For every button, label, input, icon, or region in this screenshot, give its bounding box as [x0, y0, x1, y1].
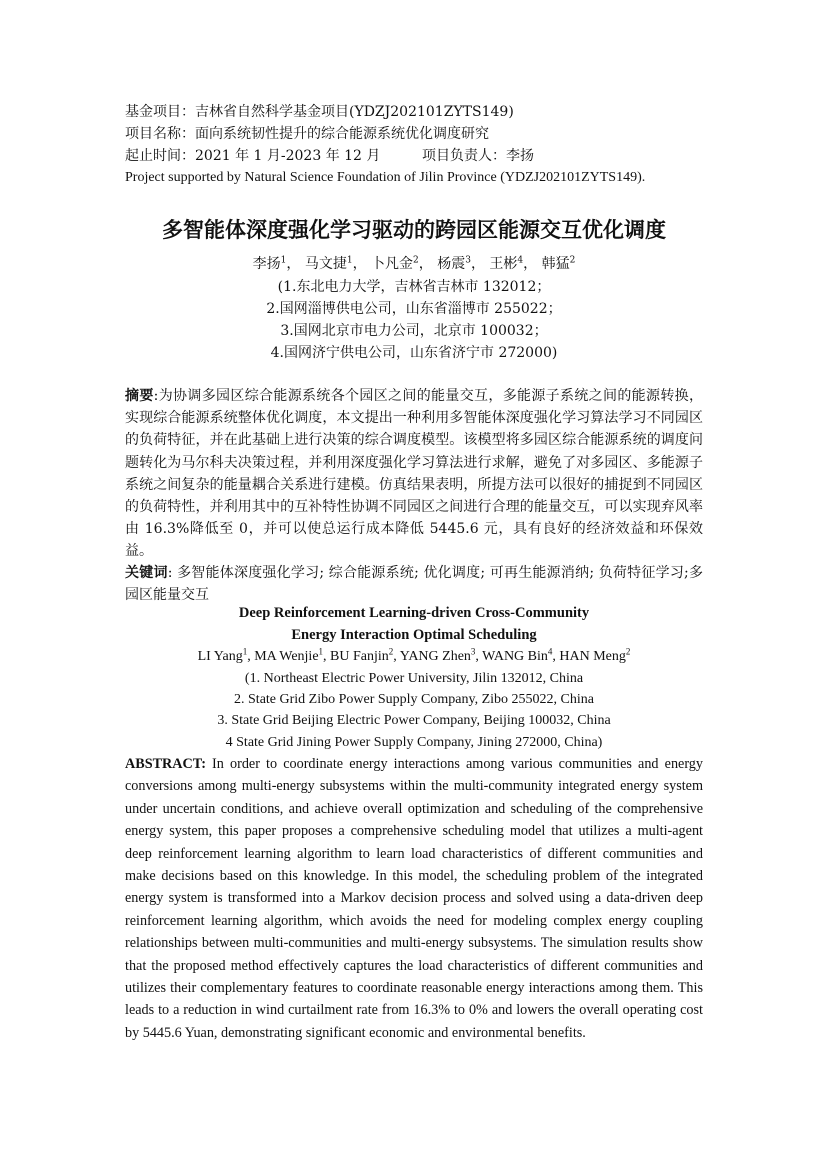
paper-title-en-line2: Energy Interaction Optimal Scheduling: [291, 627, 537, 643]
affiliation-cn: (1.东北电力大学，吉林省吉林市 132012；: [277, 279, 551, 295]
author-en: MA Wenjie$^1$: [254, 646, 324, 664]
funding-period-row: [125, 147, 725, 165]
affiliation-cn: 3.国网北京市电力公司，北京市 100032；: [280, 323, 548, 339]
author-cn: 韩猛$^2$: [541, 255, 576, 272]
affiliation-en: 3. State Grid Beijing Electric Power Company, Beijing 100032, China: [217, 713, 611, 728]
abstract-en-text: In order to coordinate energy interactions among various communities and energy conversions among multi-energy subsystems within the multi-community integrated energy system under uncertain conditions, and achieve overall optimization and scheduling of the comprehensive energy system, this paper proposes a comprehensive scheduling model that utilizes a multi-agent deep reinforcement learning algorithm to learn load characteristics of different communities and make decisions based on this knowledge. In this model, the scheduling problem of the integrated energy system is transformed into a Markov decision process and solved using a data-driven deep reinforcement learning algorithm, which avoids the need for modeling complex energy coupling relationships between multi-communities and multi-energy subsystems. The simulation results show that the proposed method effectively captures the load characteristics of different communities and utilizes their complementary features to coordinate reasonable energy interactions among them. This leads to a reduction in wind curtailment rate from 16.3% to 0% and lowers the overall operating cost by 5445.6 Yuan, demonstrating significant economic and environmental benefits.: [125, 756, 703, 1041]
funding-period: 起止时间：2021 年 1 月-2023 年 12 月: [125, 148, 381, 164]
abstract-en-label: ABSTRACT:: [125, 756, 206, 772]
abstract-en: [125, 753, 703, 1044]
funding-leader: 项目负责人：李扬: [422, 148, 534, 164]
abstract-cn-label: 摘要: [125, 388, 154, 404]
funding-project: 基金项目：吉林省自然科学基金项目(YDZJ202101ZYTS149): [125, 104, 514, 120]
author-cn: 卜凡金$^2$: [371, 255, 419, 272]
affiliation-cn: 2.国网淄博供电公司，山东省淄博市 255022；: [266, 301, 562, 317]
author-cn: 杨震$^3$: [437, 255, 471, 272]
keywords-cn-label: 关键词: [125, 565, 168, 581]
author-en: BU Fanjin$^2$: [330, 646, 394, 664]
author-en: YANG Zhen$^3$: [399, 646, 476, 664]
keywords-cn-text: : 多智能体深度强化学习; 综合能源系统; 优化调度; 可再生能源消纳; 负荷特征学习;多园区能量交互: [125, 565, 704, 604]
affiliation-en: (1. Northeast Electric Power University, Jilin 132012, China: [244, 671, 584, 686]
authors-en: LI Yang$^1$, MA Wenjie$^1$, BU Fanjin$^2$, YANG Zhen$^3$, WANG Bin$^4$, HAN Meng$^2$: [197, 646, 631, 664]
abstract-cn: [125, 385, 703, 563]
author-cn: 李扬$^1$: [252, 255, 287, 272]
funding-english: Project supported by Natural Science Foundation of Jilin Province (YDZJ202101ZYTS149).: [125, 170, 646, 185]
affiliation-cn: 4.国网济宁供电公司，山东省济宁市 272000): [270, 345, 558, 361]
affiliation-en: 2. State Grid Zibo Power Supply Company, Zibo 255022, China: [234, 692, 594, 707]
funding-project-name: 项目名称：面向系统韧性提升的综合能源系统优化调度研究: [125, 126, 489, 142]
authors-cn: 李扬$^1$， 马文捷$^1$， 卜凡金$^2$， 杨震$^3$， 王彬$^4$， 韩猛$^2$: [252, 255, 576, 272]
author-cn: 王彬$^4$: [489, 255, 524, 272]
author-en: LI Yang$^1$: [197, 646, 248, 664]
affiliation-en: 4 State Grid Jining Power Supply Company, Jining 272000, China): [225, 735, 603, 750]
author-en: HAN Meng$^2$: [559, 646, 631, 664]
keywords-cn: [125, 562, 703, 606]
author-cn: 马文捷$^1$: [304, 255, 353, 272]
paper-title-en-line1: Deep Reinforcement Learning-driven Cross-Community: [238, 605, 590, 621]
paper-title-cn: 多智能体深度强化学习驱动的跨园区能源交互优化调度: [162, 218, 666, 242]
abstract-cn-text: :为协调多园区综合能源系统各个园区之间的能量交互，多能源子系统之间的能源转换，实现综合能源系统整体优化调度，本文提出一种利用多智能体深度强化学习算法学习不同园区的负荷特征，并在此基础上进行决策的综合调度模型。该模型将多园区综合能源系统的调度问题转化为马尔科夫决策过程，并利用深度强化学习算法进行求解，避免了对多园区、多能源子系统之间复杂的能量耦合关系进行建模。仿真结果表明，所提方法可以很好的捕捉到不同园区的负荷特性，并利用其中的互补特性协调不同园区之间进行合理的能量交互，可以实现弃风率由 16.3%降低至 0，并可以使总运行成本降低 5445.6 元，具有良好的经济效益和环保效益。: [125, 388, 704, 560]
author-en: WANG Bin$^4$: [482, 646, 553, 664]
